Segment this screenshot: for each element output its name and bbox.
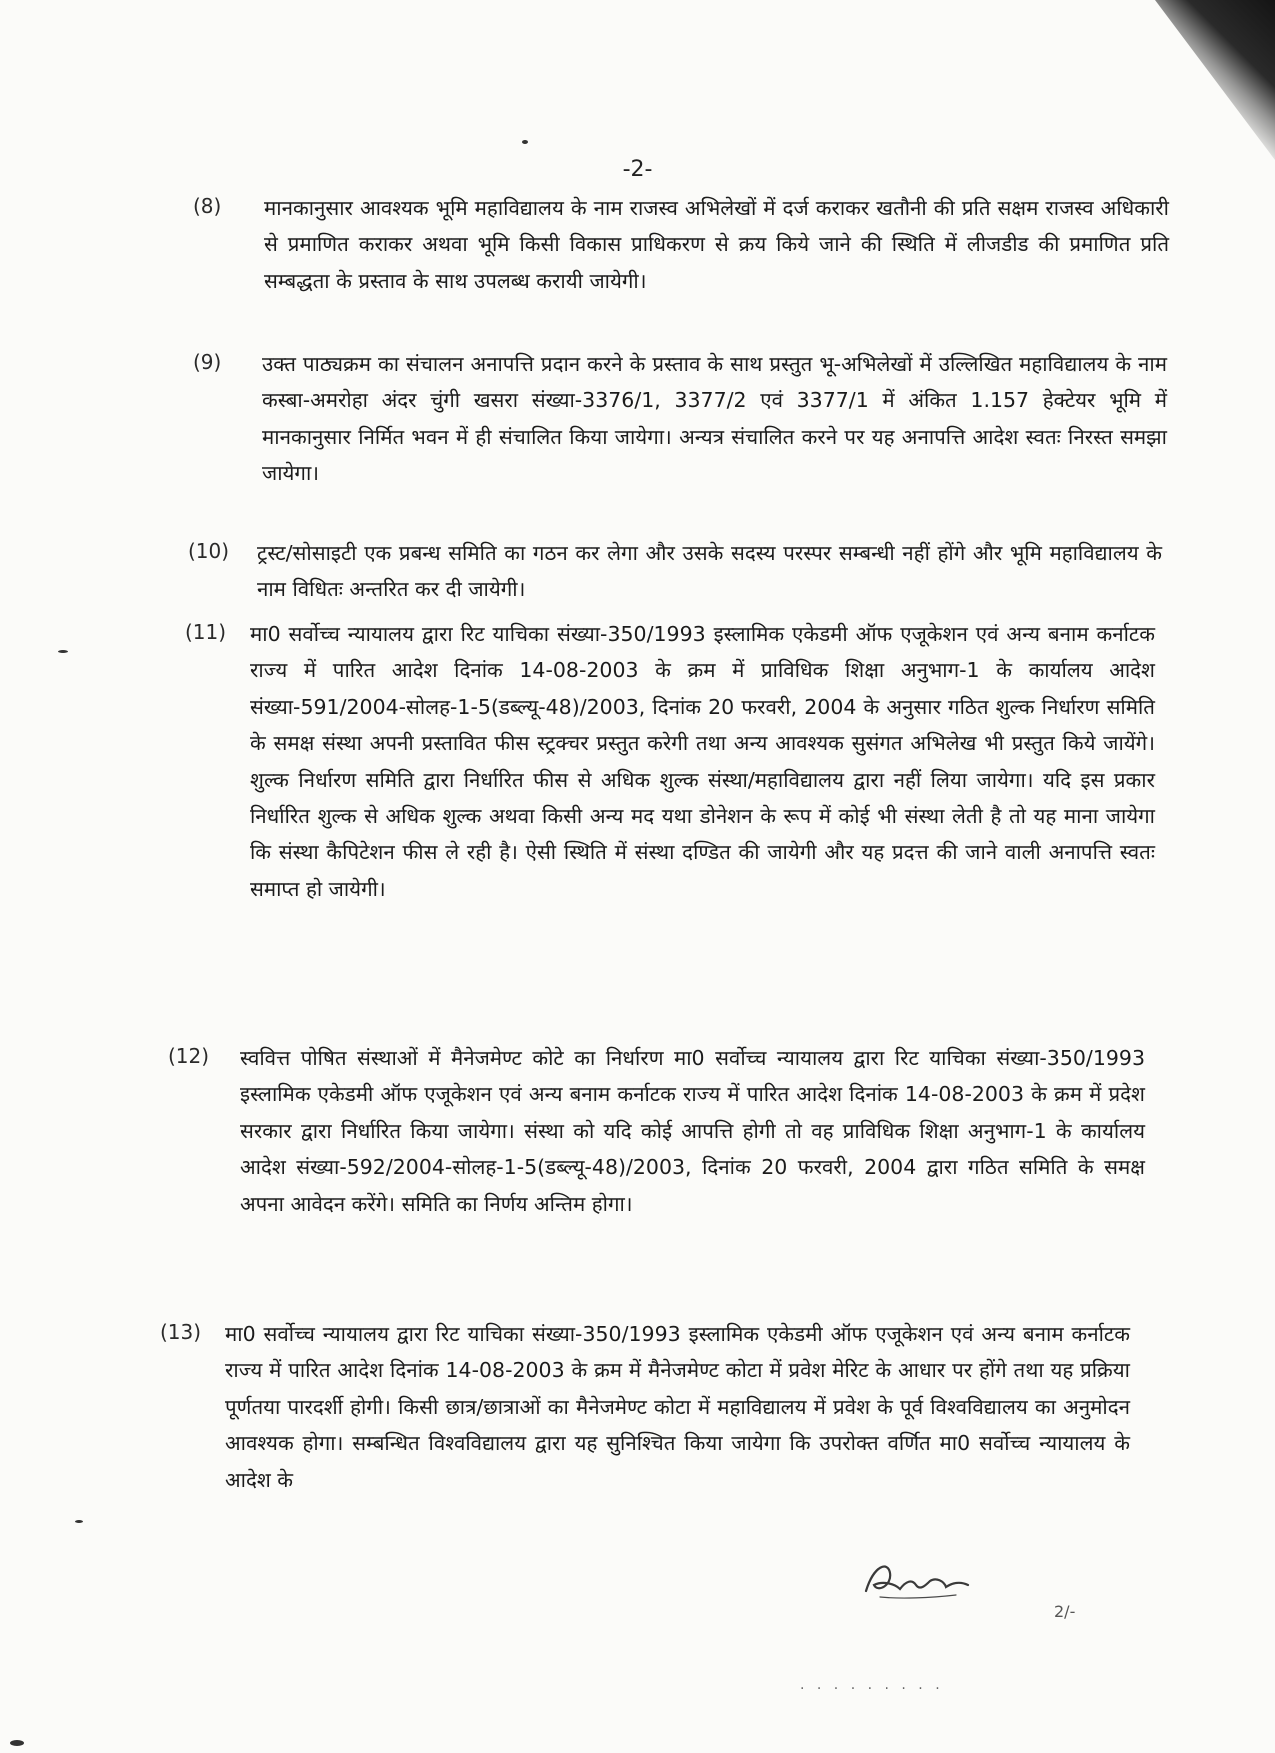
clause-number: (12) xyxy=(168,1044,210,1068)
clause-number: (8) xyxy=(193,194,222,218)
clause-number: (10) xyxy=(188,539,230,563)
page-number: -2- xyxy=(622,157,653,182)
scan-speck xyxy=(522,140,528,144)
clause-text: मा0 सर्वोच्च न्यायालय द्वारा रिट याचिका संख्या-350/1993 इस्लामिक एकेडमी ऑफ एजूकेशन एवं अन्य बनाम कर्नाटक राज्य में पारित आदेश दिनांक 14-08-2003 के क्रम में प्राविधिक शिक्षा अनुभाग-1 के कार्यालय आदेश संख्या-591/2004-सोलह-1-5(डब्ल्यू-48)/2003, दिनांक 20 फरवरी, 2004 के अनुसार गठित शुल्क निर्धारण समिति के समक्ष संस्था अपनी प्रस्तावित फीस स्ट्रक्चर प्रस्तुत करेगी तथा अन्य आवश्यक सुसंगत अभिलेख भी प्रस्तुत किये जायेंगे। शुल्क निर्धारण समिति द्वारा निर्धारित फीस से अधिक शुल्क संस्था/महाविद्यालय द्वारा नहीं लिया जायेगा। यदि इस प्रकार निर्धारित शुल्क से अधिक शुल्क अथवा किसी अन्य मद यथा डोनेशन के रूप में कोई भी संस्था लेती है तो यह माना जायेगा कि संस्था कैपिटेशन फीस ले रही है। ऐसी स्थिति में संस्था दण्डित की जायेगी और यह प्रदत्त की जाने वाली अनापत्ति स्वतः समाप्त हो जायेगी। xyxy=(250,622,1155,901)
clause-number: (13) xyxy=(160,1320,202,1344)
signature xyxy=(860,1555,975,1605)
scan-speck xyxy=(10,1740,24,1746)
footer-marks: . . . . . . . . . xyxy=(800,1677,944,1693)
next-page-marker: 2/- xyxy=(1054,1602,1076,1621)
clause-text: मानकानुसार आवश्यक भूमि महाविद्यालय के नाम राजस्व अभिलेखों में दर्ज कराकर खतौनी की प्रति सक्षम राजस्व अधिकारी से प्रमाणित कराकर अथवा भूमि किसी विकास प्राधिकरण से क्रय किये जाने की स्थिति में लीजडीड की प्रमाणित प्रति सम्बद्धता के प्रस्ताव के साथ उपलब्ध करायी जायेगी। xyxy=(264,196,1169,293)
clause-text: मा0 सर्वोच्च न्यायालय द्वारा रिट याचिका संख्या-350/1993 इस्लामिक एकेडमी ऑफ एजूकेशन एवं अन्य बनाम कर्नाटक राज्य में पारित आदेश दिनांक 14-08-2003 के क्रम में मैनेजमेण्ट कोटा में प्रवेश मेरिट के आधार पर होंगे तथा यह प्रक्रिया पूर्णतया पारदर्शी होगी। किसी छात्र/छात्राओं का मैनेजमेण्ट कोटा में महाविद्यालय में प्रवेश के पूर्व विश्वविद्यालय का अनुमोदन आवश्यक होगा। सम्बन्धित विश्वविद्यालय द्वारा यह सुनिश्चित किया जायेगा कि उपरोक्त वर्णित मा0 सर्वोच्च न्यायालय के आदेश के xyxy=(225,1322,1130,1492)
clause-text: स्ववित्त पोषित संस्थाओं में मैनेजमेण्ट कोटे का निर्धारण मा0 सर्वोच्च न्यायालय द्वारा रिट याचिका संख्या-350/1993 इस्लामिक एकेडमी ऑफ एजूकेशन एवं अन्य बनाम कर्नाटक राज्य में पारित आदेश दिनांक 14-08-2003 के क्रम में प्रदेश सरकार द्वारा निर्धारित किया जायेगा। संस्था को यदि कोई आपत्ति होगी तो वह प्राविधिक शिक्षा अनुभाग-1 के कार्यालय आदेश संख्या-592/2004-सोलह-1-5(डब्ल्यू-48)/2003, दिनांक 20 फरवरी, 2004 द्वारा गठित समिति के समक्ष अपना आवेदन करेंगे। समिति का निर्णय अन्तिम होगा। xyxy=(240,1046,1145,1216)
clause-number: (11) xyxy=(185,620,227,644)
scan-speck xyxy=(58,650,68,653)
clause-text: ट्रस्ट/सोसाइटी एक प्रबन्ध समिति का गठन कर लेगा और उसके सदस्य परस्पर सम्बन्धी नहीं होंगे और भूमि महाविद्यालय के नाम विधितः अन्तरित कर दी जायेगी। xyxy=(257,541,1162,602)
scan-dark-corner xyxy=(1125,0,1275,160)
clause-text: उक्त पाठ्यक्रम का संचालन अनापत्ति प्रदान करने के प्रस्ताव के साथ प्रस्तुत भू-अभिलेखों में उल्लिखित महाविद्यालय के नाम कस्बा-अमरोहा अंदर चुंगी खसरा संख्या-3376/1, 3377/2 एवं 3377/1 में अंकित 1.157 हेक्टेयर भूमि में मानकानुसार निर्मित भवन में ही संचालित किया जायेगा। अन्यत्र संचालित करने पर यह अनापत्ति आदेश स्वतः निरस्त समझा जायेगा। xyxy=(262,352,1167,486)
clause-number: (9) xyxy=(193,350,222,374)
scan-speck xyxy=(75,1520,83,1523)
